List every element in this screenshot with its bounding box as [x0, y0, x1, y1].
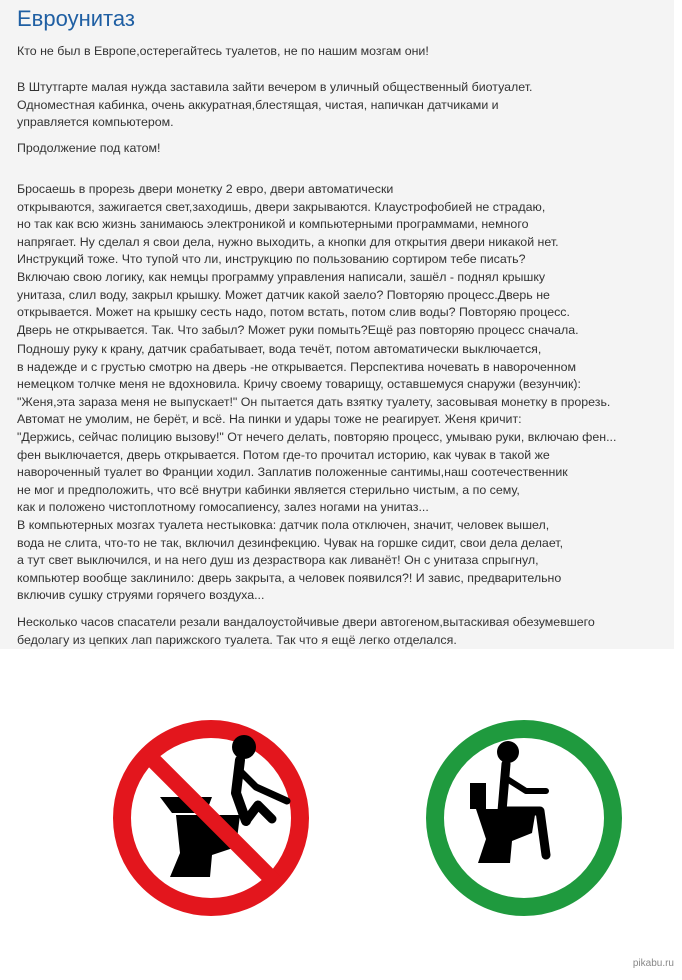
text-line: включив сушку струями горячего воздуха...: [17, 588, 265, 603]
text-line: Инструкций тоже. Что тупой что ли, инструкцию по пользованию сортиром тебе писать?: [17, 252, 526, 267]
text-line: В Штутгарте малая нужда заставила зайти вечером в уличный общественный биотуалет.: [17, 80, 533, 94]
text-line: Одноместная кабинка, очень аккуратная,блестящая, чистая, напичкан датчиками и: [17, 97, 499, 112]
text-line: открывается. Может на крышку сесть надо, потом встать, потом слив воды? Повторяю процесс.: [17, 305, 570, 320]
toilet-signs-illustration: [0, 649, 682, 975]
text-line: Включаю свою логику, как немцы программу управления написали, зашёл - поднял крышку: [17, 269, 546, 284]
post-paragraph-3: [17, 181, 579, 339]
text-line: в надежде и с грустью смотрю на дверь -не открывается. Перспектива ночевать в навороченном: [17, 359, 577, 374]
post-paragraph-2: [17, 79, 533, 132]
text-line: как и положено чистоплотному гомосапиенсу, залез ногами на унитаз...: [17, 500, 429, 515]
text-line: напрягает. Ну сделал я свои дела, нужно выходить, а кнопки для открытия двери никакой нет.: [17, 234, 559, 249]
text-line: "Женя,эта зараза меня не выпускает!" Он пытается дать взятку туалету, засовывая монетку в прорезь.: [17, 394, 611, 409]
text-line: "Держись, сейчас полицию вызову!" От нечего делать, повторяю процесс, умываю руки, включаю фен...: [17, 429, 617, 444]
read-more-text: [17, 140, 160, 158]
post-paragraph-5: [17, 517, 563, 605]
text-line: Подношу руку к крану, датчик срабатывает, вода течёт, потом автоматически выключается,: [17, 342, 542, 356]
text-line: но так как всю жизнь занимаюсь электроникой и компьютерными программами, немного: [17, 217, 529, 232]
text-line: Продолжение под катом!: [17, 141, 161, 155]
post-paragraph-4: [17, 341, 616, 517]
text-line: компьютер вообще заклинило: дверь закрыта, а человек появился?! И завис, предварительно: [17, 570, 562, 585]
toilet-signs-image: [0, 649, 682, 975]
text-line: Несколько часов спасатели резали вандалоустойчивые двери автогеном,вытаскивая обезумевшего: [17, 615, 595, 629]
text-line: не мог и предположить, что всё внутри кабинки является стерильно чистым, а по сему,: [17, 482, 520, 497]
post-paragraph-6: [17, 614, 595, 649]
text-line: унитаза, слил воду, закрыл крышку. Может датчик какой заело? Повторяю процесс.Дверь не: [17, 287, 550, 302]
text-line: Автомат не умолим, не берёт, и всё. На пинки и удары тоже не реагирует. Женя кричит:: [17, 412, 522, 427]
text-line: В компьютерных мозгах туалета нестыковка: датчик пола отключен, значит, человек вышел,: [17, 518, 550, 532]
no-squatting-on-toilet-icon: [122, 729, 300, 907]
text-line: бедолагу из цепких лап парижского туалета. Так что я ещё легко отделался.: [17, 632, 457, 647]
post-paragraph-1: [17, 43, 429, 61]
text-line: фен выключается, дверь открывается. Потом где-то прочитал историю, как чувак в такой же: [17, 447, 550, 462]
post-title: Евроунитаз: [17, 6, 135, 31]
text-line: немецком толчке меня не вдохновила. Кричу своему товарищу, оставшемуся снаружи (везунчик):: [17, 377, 581, 392]
text-line: Бросаешь в прорезь двери монетку 2 евро, двери автоматически: [17, 182, 394, 196]
text-line: вода не слита, что-то не так, включил дезинфекцию. Чувак на горшке сидит, свои дела делает,: [17, 535, 564, 550]
text-line: открываются, зажигается свет,заходишь, двери закрываются. Клаустрофобией не страдаю,: [17, 199, 546, 214]
site-watermark: pikabu.ru: [632, 958, 674, 969]
text-line: Дверь не открывается. Так. Что забыл? Может руки помыть?Ещё раз повторяю процесс сначала.: [17, 322, 579, 337]
text-line: навороченный туалет во Франции ходил. Заплатив положенные сантимы,наш соотечественник: [17, 465, 568, 480]
text-line: а тут свет выключился, и на него душ из дезраствора как ливанёт! Он с унитаза спрыгнул,: [17, 553, 539, 568]
sitting-on-toilet-icon: [435, 729, 613, 907]
text-line: Кто не был в Европе,остерегайтесь туалетов, не по нашим мозгам они!: [17, 44, 429, 58]
text-line: управляется компьютером.: [17, 115, 174, 130]
